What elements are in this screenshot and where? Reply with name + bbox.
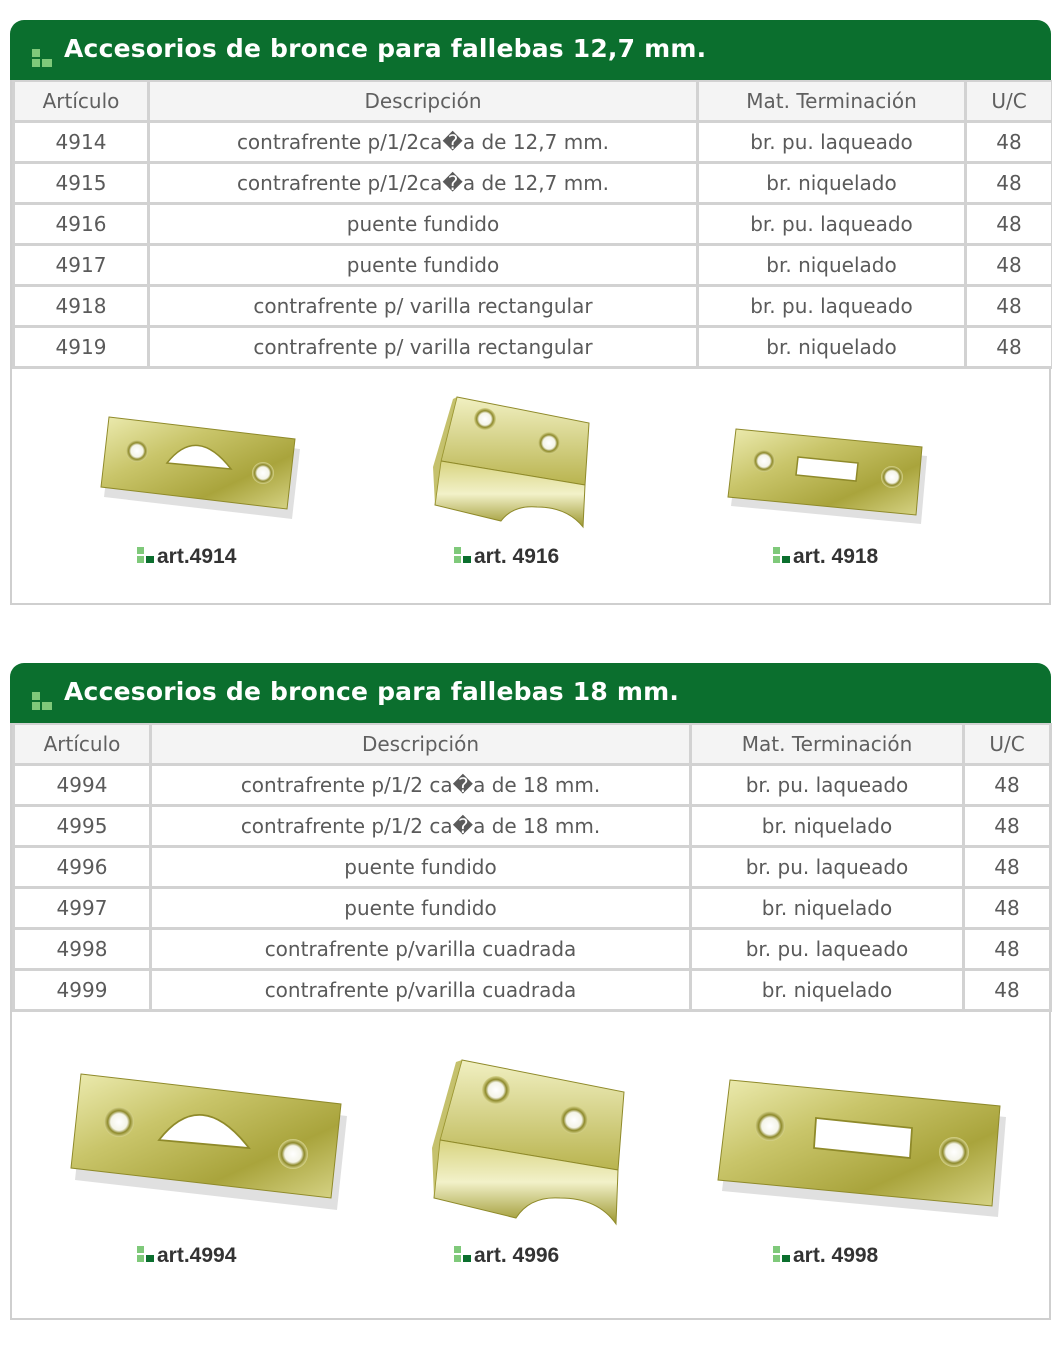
product-image-4914 [97, 407, 302, 527]
cell-articulo: 4915 [14, 163, 149, 204]
caption-text: art. 4916 [474, 545, 560, 568]
product-table [12, 80, 1052, 369]
table-row [14, 163, 1052, 204]
cell-articulo: 4994 [14, 765, 151, 806]
cell-uc: 48 [966, 286, 1052, 327]
section-bullet-icon [32, 692, 60, 714]
cell-articulo: 4995 [14, 806, 151, 847]
table-row [14, 806, 1051, 847]
cell-terminacion: br. niquelado [691, 888, 964, 929]
table-row [14, 204, 1052, 245]
cell-descripcion: contrafrente p/varilla cuadrada [151, 929, 691, 970]
caption-text: art.4994 [157, 1244, 237, 1267]
cell-articulo: 4997 [14, 888, 151, 929]
table-row [14, 847, 1051, 888]
caption-text: art. 4918 [793, 545, 879, 568]
cell-descripcion: contrafrente p/ varilla rectangular [149, 286, 698, 327]
column-header-descripcion: Descripción [149, 81, 698, 122]
table-row [14, 929, 1051, 970]
column-header-articulo: Artículo [14, 724, 151, 765]
cell-uc: 48 [966, 327, 1052, 368]
section-header [10, 663, 1051, 723]
product-image-4994 [67, 1062, 347, 1222]
cell-articulo: 4996 [14, 847, 151, 888]
cell-descripcion: contrafrente p/1/2ca�a de 12,7 mm. [149, 122, 698, 163]
product-caption [137, 1244, 236, 1268]
product-image-4918 [724, 421, 929, 526]
cell-articulo: 4998 [14, 929, 151, 970]
product-caption [773, 545, 878, 569]
cast-bridge-icon [412, 1052, 632, 1232]
caption-text: art.4914 [157, 545, 237, 568]
cell-uc: 48 [966, 122, 1052, 163]
caption-text: art. 4996 [474, 1244, 560, 1267]
cell-descripcion: contrafrente p/varilla cuadrada [151, 970, 691, 1011]
cell-terminacion: br. niquelado [698, 327, 966, 368]
table-row [14, 970, 1051, 1011]
half-moon-plate-icon [67, 1062, 347, 1222]
section-title: Accesorios de bronce para fallebas 12,7 mm. [64, 34, 707, 63]
product-image-4916 [417, 389, 597, 534]
table-row [14, 888, 1051, 929]
slot-plate-icon [712, 1070, 1007, 1220]
cell-descripcion: contrafrente p/1/2 ca�a de 18 mm. [151, 806, 691, 847]
cell-uc: 48 [966, 163, 1052, 204]
section-12-7mm [10, 20, 1051, 605]
table-header-row [14, 81, 1052, 122]
product-table [12, 723, 1052, 1012]
cell-uc: 48 [966, 204, 1052, 245]
cell-terminacion: br. pu. laqueado [698, 286, 966, 327]
cell-terminacion: br. pu. laqueado [698, 204, 966, 245]
caption-bullet-icon [137, 1246, 157, 1264]
cell-descripcion: contrafrente p/1/2 ca�a de 18 mm. [151, 765, 691, 806]
table-row [14, 327, 1052, 368]
cell-articulo: 4917 [14, 245, 149, 286]
cell-terminacion: br. pu. laqueado [691, 929, 964, 970]
product-caption [454, 545, 559, 569]
product-caption [137, 545, 236, 569]
cell-articulo: 4918 [14, 286, 149, 327]
cell-uc: 48 [964, 888, 1051, 929]
column-header-terminacion: Mat. Terminación [691, 724, 964, 765]
cell-descripcion: puente fundido [151, 888, 691, 929]
table-row [14, 245, 1052, 286]
caption-bullet-icon [454, 1246, 474, 1264]
half-moon-plate-icon [97, 407, 302, 527]
cell-descripcion: puente fundido [149, 204, 698, 245]
product-image-4996 [412, 1052, 632, 1232]
cast-bridge-icon [417, 389, 597, 534]
product-caption [773, 1244, 878, 1268]
cell-terminacion: br. pu. laqueado [698, 122, 966, 163]
column-header-uc: U/C [966, 81, 1052, 122]
slot-plate-icon [724, 421, 929, 526]
cell-articulo: 4999 [14, 970, 151, 1011]
caption-bullet-icon [773, 1246, 793, 1264]
product-gallery [12, 1012, 1049, 1318]
caption-text: art. 4998 [793, 1244, 879, 1267]
cell-articulo: 4914 [14, 122, 149, 163]
section-title: Accesorios de bronce para fallebas 18 mm. [64, 677, 680, 706]
table-row [14, 286, 1052, 327]
section-frame [10, 80, 1051, 605]
section-bullet-icon [32, 49, 60, 71]
cell-uc: 48 [964, 806, 1051, 847]
cell-descripcion: contrafrente p/1/2ca�a de 12,7 mm. [149, 163, 698, 204]
cell-articulo: 4916 [14, 204, 149, 245]
cell-uc: 48 [964, 765, 1051, 806]
caption-bullet-icon [137, 547, 157, 565]
cell-terminacion: br. niquelado [691, 806, 964, 847]
cell-terminacion: br. pu. laqueado [691, 847, 964, 888]
cell-descripcion: puente fundido [149, 245, 698, 286]
cell-terminacion: br. pu. laqueado [691, 765, 964, 806]
cell-terminacion: br. niquelado [691, 970, 964, 1011]
product-caption [454, 1244, 559, 1268]
table-row [14, 765, 1051, 806]
caption-bullet-icon [454, 547, 474, 565]
cell-uc: 48 [964, 970, 1051, 1011]
section-18mm [10, 663, 1051, 1320]
cell-uc: 48 [964, 929, 1051, 970]
table-header-row [14, 724, 1051, 765]
cell-terminacion: br. niquelado [698, 245, 966, 286]
product-gallery [12, 369, 1049, 603]
cell-uc: 48 [964, 847, 1051, 888]
section-frame [10, 723, 1051, 1320]
cell-descripcion: contrafrente p/ varilla rectangular [149, 327, 698, 368]
column-header-terminacion: Mat. Terminación [698, 81, 966, 122]
column-header-descripcion: Descripción [151, 724, 691, 765]
cell-uc: 48 [966, 245, 1052, 286]
column-header-uc: U/C [964, 724, 1051, 765]
column-header-articulo: Artículo [14, 81, 149, 122]
cell-terminacion: br. niquelado [698, 163, 966, 204]
cell-articulo: 4919 [14, 327, 149, 368]
section-header [10, 20, 1051, 80]
cell-descripcion: puente fundido [151, 847, 691, 888]
caption-bullet-icon [773, 547, 793, 565]
table-row [14, 122, 1052, 163]
product-image-4998 [712, 1070, 1007, 1220]
